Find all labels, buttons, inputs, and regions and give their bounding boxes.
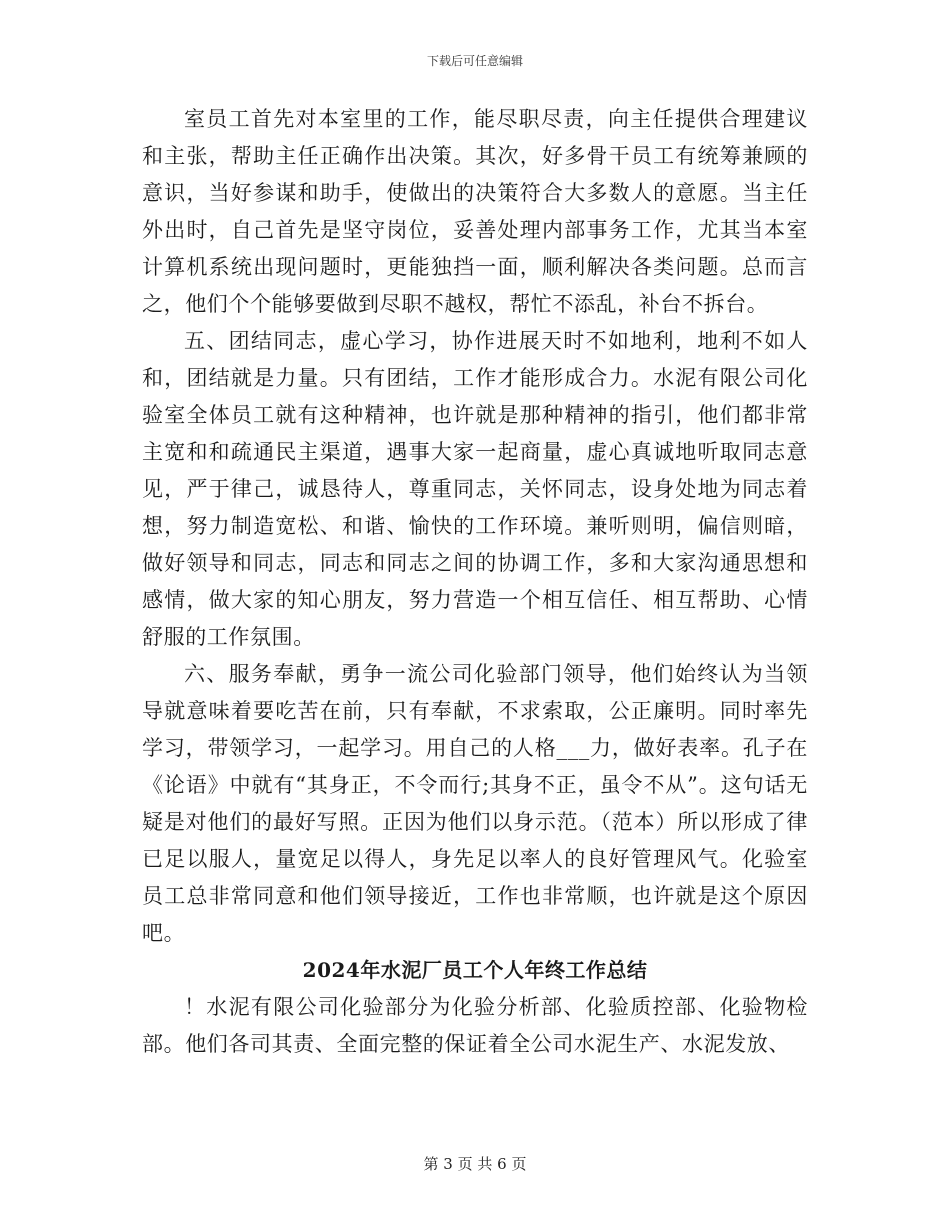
body-paragraph: ！水泥有限公司化验部分为化验分析部、化验质控部、化验物检部。他们各司其责、全面完整的保证着全公司水泥生产、水泥发放、 xyxy=(142,995,808,1056)
body-paragraph: 室员工首先对本室里的工作，能尽职尽责，向主任提供合理建议和主张，帮助主任正确作出决策。其次，好多骨干员工有统筹兼顾的意识，当好参谋和助手，使做出的决策符合大多数人的意愿。当主任外出时，自己首先是坚守岗位，妥善处理内部事务工作，尤其当本室计算机系统出现问题时，更能独挡一面，顺利解决各类问题。总而言之，他们个个能够要做到尽职不越权，帮忙不添乱，补台不拆台。 xyxy=(142,107,808,316)
document-body xyxy=(142,101,808,1063)
page-header: 下载后可任意编辑 xyxy=(426,54,523,68)
body-paragraph: 五、团结同志，虚心学习，协作进展天时不如地利，地利不如人和，团结就是力量。只有团结，工作才能形成合力。水泥有限公司化验室全体员工就有这种精神，也许就是那种精神的指引，他们都非常主宽和和疏通民主渠道，遇事大家一起商量，虚心真诚地听取同志意见，严于律己，诚恳待人，尊重同志，关怀同志，设身处地为同志着想，努力制造宽松、和谐、愉快的工作环境。兼听则明，偏信则暗，做好领导和同志，同志和同志之间的协调工作，多和大家沟通思想和感情，做大家的知心朋友，努力营造一个相互信任、相互帮助、心情舒服的工作氛围。 xyxy=(142,329,808,649)
section-title: 2024年水泥厂员工个人年终工作总结 xyxy=(302,958,648,982)
page-number: 第 3 页 共 6 页 xyxy=(423,1155,527,1173)
body-paragraph: 六、服务奉献，勇争一流公司化验部门领导，他们始终认为当领导就意味着要吃苦在前，只有奉献，不求索取，公正廉明。同时率先学习，带领学习，一起学习。用自己的人格___力，做好表率。孔子在《论语》中就有“其身正，不令而行;其身不正，虽令不从”。这句话无疑是对他们的最好写照。正因为他们以身示范。（范本）所以形成了律已足以服人，量宽足以得人，身先足以率人的良好管理风气。化验室员工总非常同意和他们领导接近，工作也非常顺，也许就是这个原因吧。 xyxy=(142,662,808,945)
